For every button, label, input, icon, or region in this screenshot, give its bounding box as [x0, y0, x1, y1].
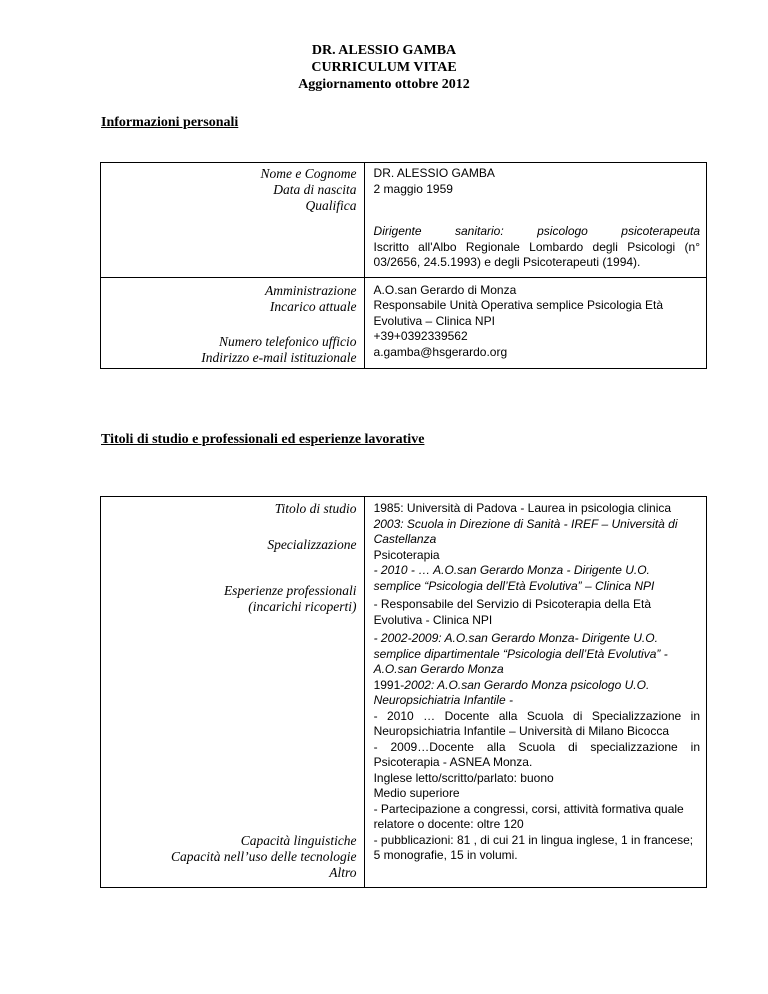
personal-info-table — [100, 162, 707, 369]
value-exp-3: - 2002-2009: A.O.san Gerardo Monza- Dirigente U.O. semplice dipartimentale “Psicologia dell’Età Evolutiva” - A.O.san Gerardo Monza — [373, 631, 668, 676]
exp-4-rest: 2002: A.O.san Gerardo Monza psicologo U.O. Neuropsichiatria Infantile - — [373, 677, 650, 707]
label-cell — [101, 497, 365, 888]
value-birth: 2 maggio 1959 — [373, 181, 453, 196]
label-email: Indirizzo e-mail istituzionale — [201, 349, 357, 365]
value-tecnologie: Medio superiore — [373, 786, 460, 800]
qualifica-role: Dirigente sanitario: psicologo psicoterapeuta — [373, 224, 700, 238]
value-altro-2: - pubblicazioni: 81 , di cui 21 in lingua inglese, 1 in francese; 5 monografie, 15 in volumi. — [373, 832, 694, 862]
value-amministrazione: A.O.san Gerardo di Monza — [373, 282, 517, 297]
value-studio: 1985: Università di Padova - Laurea in psicologia clinica — [373, 501, 672, 515]
label-tecnologie: Capacità nell’uso delle tecnologie — [170, 849, 357, 864]
value-incarico: Responsabile Unità Operativa semplice Psicologia Età Evolutiva – Clinica NPI — [373, 298, 664, 328]
value-lingue: Inglese letto/scritto/parlato: buono — [373, 770, 554, 785]
value-telefono: +39+0392339562 — [373, 329, 468, 343]
value-exp-6: - 2009…Docente alla Scuola di specializzazione in Psicoterapia - ASNEA Monza. — [373, 739, 700, 769]
value-spec-1: 2003: Scuola in Direzione di Sanità - IREF – Università di Castellanza — [373, 516, 678, 546]
value-spec-2: Psicoterapia — [373, 547, 440, 562]
titles-table — [100, 496, 707, 888]
label-cell — [101, 277, 365, 368]
value-exp-4 — [365, 678, 706, 709]
value-cell — [364, 497, 706, 888]
value-email: a.gamba@hsgerardo.org — [373, 344, 508, 359]
value-qualifica — [365, 224, 706, 271]
label-cell — [101, 163, 365, 278]
label-telefono: Numero telefonico ufficio — [219, 333, 357, 349]
document-header — [0, 42, 768, 93]
value-cell — [364, 163, 706, 278]
value-exp-1: - 2010 - … A.O.san Gerardo Monza - Dirigente U.O. semplice “Psicologia dell’Età Evolutiva” – Clinica NPI — [373, 563, 655, 593]
label-altro: Altro — [329, 865, 357, 880]
table-row — [101, 497, 707, 888]
label-qualifica: Qualifica — [305, 198, 357, 213]
label-specializzazione: Specializzazione — [267, 537, 357, 552]
label-esperienze-sub: (incarichi ricoperti) — [248, 599, 357, 614]
label-name: Nome e Cognome — [260, 166, 357, 181]
label-esperienze: Esperienze professionali — [223, 583, 357, 598]
table-row — [101, 163, 707, 278]
value-name: DR. ALESSIO GAMBA — [373, 166, 495, 180]
label-birth: Data di nascita — [273, 182, 357, 197]
table-row — [101, 277, 707, 368]
label-lingue: Capacità linguistiche — [240, 833, 357, 848]
exp-4-year: 1991- — [373, 677, 405, 692]
section-title-titles: Titoli di studio e professionali ed esperienze lavorative — [101, 432, 425, 447]
label-incarico: Incarico attuale — [269, 298, 357, 314]
header-name: DR. ALESSIO GAMBA — [311, 43, 457, 58]
section-title-personal: Informazioni personali — [101, 115, 239, 130]
qualifica-detail: Iscritto all'Albo Regionale Lombardo degli Psicologi (n° 03/2656, 24.5.1993) e degli Psicoterapeuti (1994). — [373, 239, 700, 269]
label-amministrazione: Amministrazione — [265, 282, 357, 298]
value-cell — [364, 277, 706, 368]
header-doc-title: CURRICULUM VITAE — [311, 60, 457, 75]
header-update: Aggiornamento ottobre 2012 — [298, 77, 470, 92]
value-exp-2: - Responsabile del Servizio di Psicoterapia della Età Evolutiva - Clinica NPI — [373, 597, 652, 627]
value-exp-5: - 2010 … Docente alla Scuola di Specializzazione in Neuropsichiatria Infantile – Università di Milano Bicocca — [373, 708, 700, 738]
label-studio: Titolo di studio — [274, 501, 357, 516]
value-altro-1: - Partecipazione a congressi, corsi, attività formativa quale relatore o docente: oltre 120 — [373, 801, 684, 831]
